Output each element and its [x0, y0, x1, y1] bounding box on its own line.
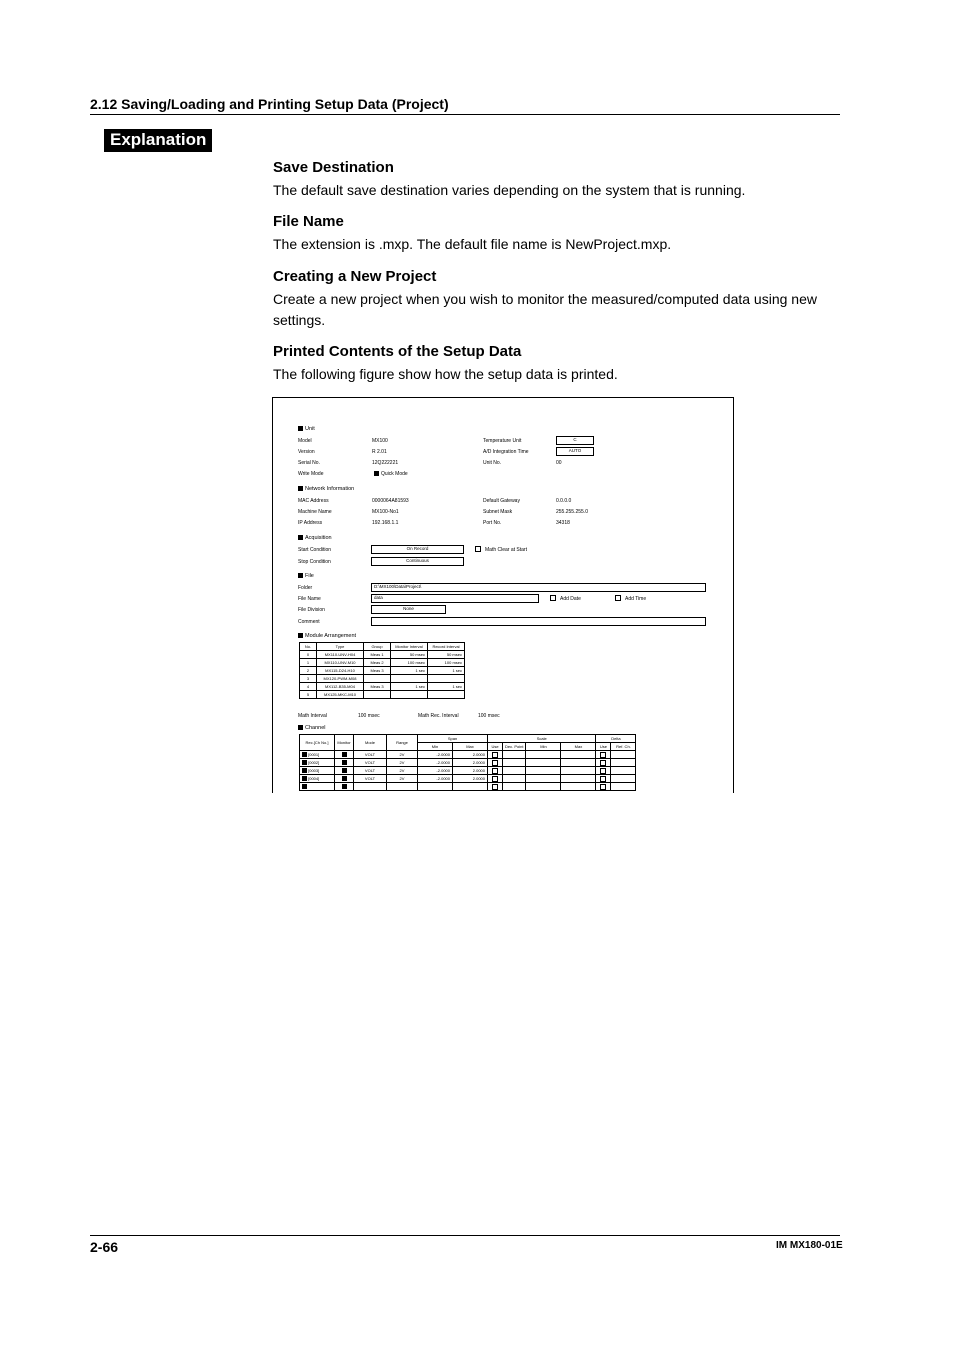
cell: 2.0000	[453, 775, 488, 783]
cell: 2V	[387, 775, 418, 783]
label: File Division	[298, 607, 325, 613]
add-date-checkbox	[550, 595, 556, 601]
header-cell: No.	[300, 643, 317, 651]
table-row	[300, 683, 465, 691]
cell	[526, 759, 561, 767]
label: Add Time	[625, 596, 647, 602]
value: 0000064A81593	[372, 498, 409, 504]
heading-file-name: File Name	[273, 213, 344, 230]
value-box: D:\MX100\Data\Project\	[371, 583, 706, 592]
header-cell: Monitor	[335, 735, 354, 751]
cell	[453, 783, 488, 791]
cell	[428, 675, 465, 683]
cell	[561, 775, 596, 783]
label: IP Address	[298, 520, 323, 526]
label: Machine Name	[298, 509, 332, 515]
cell	[611, 751, 636, 759]
table-row	[300, 751, 636, 759]
cell: 3	[300, 675, 317, 683]
cell	[611, 775, 636, 783]
header-cell: Scale	[488, 735, 596, 743]
cell: 1 sec	[391, 667, 428, 675]
cell: [0004]	[300, 775, 335, 783]
header-cell: Min	[418, 743, 453, 751]
cell	[561, 759, 596, 767]
cell: 2V	[387, 767, 418, 775]
table-row	[300, 643, 465, 651]
label: Folder	[298, 585, 313, 591]
header-rule	[90, 114, 840, 115]
value: 100 msec	[478, 713, 500, 719]
cell: Meas 3	[364, 667, 391, 675]
heading-new-project: Creating a New Project	[273, 268, 437, 285]
explanation-label: Explanation	[104, 129, 212, 152]
cell: VOLT	[354, 751, 387, 759]
label: Default Gateway	[483, 498, 520, 504]
header-cell: Use	[596, 743, 611, 751]
header-cell: Dec. Point	[503, 743, 526, 751]
cell	[596, 767, 611, 775]
body-printed-contents: The following figure show how the setup data is printed.	[273, 366, 618, 382]
table-row	[300, 775, 636, 783]
cell	[596, 775, 611, 783]
value: 100 msec	[358, 713, 380, 719]
header-cell: Range	[387, 735, 418, 751]
label: Add Date	[560, 596, 581, 602]
value: 12Q222221	[372, 460, 399, 466]
cell: MX112-B35-M04	[317, 683, 364, 691]
label: Port No.	[483, 520, 502, 526]
label: A/D Integration Time	[483, 449, 529, 455]
cell: MX125-MKC-M10	[317, 691, 364, 699]
value: MX100-No1	[372, 509, 399, 515]
cell	[526, 783, 561, 791]
label: Stop Condition	[298, 559, 331, 565]
cell	[561, 767, 596, 775]
cell	[526, 751, 561, 759]
comment-box	[371, 617, 706, 626]
cell	[488, 783, 503, 791]
cell	[611, 783, 636, 791]
cell: 2	[300, 667, 317, 675]
cell: 1	[300, 659, 317, 667]
cell: VOLT	[354, 775, 387, 783]
value: MX100	[372, 438, 388, 444]
cell: 100 msec	[428, 659, 465, 667]
label: Math Clear at Start	[485, 547, 527, 553]
label: Subnet Mask	[483, 509, 513, 515]
acquisition-heading: Acquisition	[298, 535, 332, 541]
cell: 2V	[387, 751, 418, 759]
table-row	[300, 759, 636, 767]
value-box: C	[556, 436, 594, 445]
header-cell: Group	[364, 643, 391, 651]
heading-printed-contents: Printed Contents of the Setup Data	[273, 343, 522, 360]
cell	[503, 775, 526, 783]
value-box: AUTO	[556, 447, 594, 456]
cell	[300, 783, 335, 791]
cell: 4	[300, 683, 317, 691]
header-cell: Min	[526, 743, 561, 751]
cell: -2.0000	[418, 759, 453, 767]
cell	[488, 759, 503, 767]
cell: VOLT	[354, 767, 387, 775]
cell: -2.0000	[418, 775, 453, 783]
header-cell: Type	[317, 643, 364, 651]
body-new-project: Create a new project when you wish to monitor the measured/computed data using new settings.	[273, 291, 817, 328]
unit-heading: Unit	[298, 426, 315, 432]
cell: MX110-UNV-H04	[317, 651, 364, 659]
label: Math Interval	[298, 713, 327, 719]
heading-save-destination: Save Destination	[273, 159, 394, 176]
value: Quick Mode	[374, 471, 408, 477]
cell	[335, 759, 354, 767]
cell: -2.0000	[418, 767, 453, 775]
cell	[387, 783, 418, 791]
label: Version	[298, 449, 315, 455]
cell	[611, 767, 636, 775]
cell	[561, 751, 596, 759]
header-cell: Use	[488, 743, 503, 751]
cell	[418, 783, 453, 791]
label: MAC Address	[298, 498, 329, 504]
header-cell: Delta	[596, 735, 636, 743]
value-box: On Record	[371, 545, 464, 554]
cell	[503, 759, 526, 767]
value-box: data	[371, 594, 539, 603]
label: Start Condition	[298, 547, 332, 553]
cell: [0003]	[300, 767, 335, 775]
file-heading: File	[298, 573, 314, 579]
cell	[364, 675, 391, 683]
cell	[596, 783, 611, 791]
value: 255.255.255.0	[556, 509, 588, 515]
label: Write Mode	[298, 471, 324, 477]
cell	[428, 691, 465, 699]
header-cell: Span	[418, 735, 488, 743]
page-number: 2-66	[90, 1239, 119, 1255]
cell: 1 sec	[428, 667, 465, 675]
cell	[611, 759, 636, 767]
table-row	[300, 767, 636, 775]
value: 00	[556, 460, 562, 466]
value: 192.168.1.1	[372, 520, 399, 526]
cell	[503, 767, 526, 775]
label: Unit No.	[483, 460, 502, 466]
cell	[335, 775, 354, 783]
cell: 100 msec	[391, 659, 428, 667]
value: R 2.01	[372, 449, 387, 455]
cell: 50 msec	[391, 651, 428, 659]
cell: MX115-D24-H10	[317, 667, 364, 675]
cell: 1 sec	[428, 683, 465, 691]
label: Temperature Unit	[483, 438, 522, 444]
setup-printout-figure	[272, 397, 734, 793]
cell	[364, 691, 391, 699]
cell	[391, 675, 428, 683]
cell	[488, 751, 503, 759]
cell: VOLT	[354, 759, 387, 767]
module-table	[299, 642, 465, 699]
label: Math Rec. Interval	[418, 713, 459, 719]
cell	[526, 775, 561, 783]
math-clear-checkbox	[475, 546, 481, 552]
section-header: 2.12 Saving/Loading and Printing Setup Data (Project)	[90, 96, 449, 112]
cell: 2.0000	[453, 751, 488, 759]
cell: 2.0000	[453, 767, 488, 775]
cell	[335, 751, 354, 759]
cell: [0002]	[300, 759, 335, 767]
cell: 1 sec	[391, 683, 428, 691]
cell: 2.0000	[453, 759, 488, 767]
table-row	[300, 651, 465, 659]
cell	[488, 767, 503, 775]
cell	[391, 691, 428, 699]
add-time-checkbox	[615, 595, 621, 601]
cell: 50 msec	[428, 651, 465, 659]
cell: Meas 2	[364, 659, 391, 667]
cell	[354, 783, 387, 791]
cell	[503, 783, 526, 791]
table-row	[300, 667, 465, 675]
cell	[526, 767, 561, 775]
label: Model	[298, 438, 312, 444]
cell: -2.0000	[418, 751, 453, 759]
module-heading: Module Arrangement	[298, 633, 356, 639]
header-cell: Mode	[354, 735, 387, 751]
label: Comment	[298, 619, 320, 625]
table-row	[300, 675, 465, 683]
cell: MX110-UNV-M10	[317, 659, 364, 667]
table-row	[300, 659, 465, 667]
cell	[335, 783, 354, 791]
table-row	[300, 783, 636, 791]
value-box: None	[371, 605, 446, 614]
header-cell: Monitor Interval	[391, 643, 428, 651]
channel-heading: Channel	[298, 725, 326, 731]
footer-rule	[90, 1235, 840, 1236]
cell: 5	[300, 691, 317, 699]
cell	[596, 759, 611, 767]
label: Serial No.	[298, 460, 320, 466]
value-box: Continuous	[371, 557, 464, 566]
cell: MX120-PWM-M08	[317, 675, 364, 683]
cell	[561, 783, 596, 791]
document-id: IM MX180-01E	[776, 1240, 843, 1251]
header-cell: Rec.[Ch No.]	[300, 735, 335, 751]
body-save-destination: The default save destination varies depending on the system that is running.	[273, 182, 746, 198]
header-cell: Ref. Ch.	[611, 743, 636, 751]
cell: 0	[300, 651, 317, 659]
header-cell: Max	[561, 743, 596, 751]
network-heading: Network Information	[298, 486, 354, 492]
header-cell: Max	[453, 743, 488, 751]
value: 0.0.0.0	[556, 498, 572, 504]
cell	[596, 751, 611, 759]
value: 34318	[556, 520, 570, 526]
cell: [0001]	[300, 751, 335, 759]
cell: Meas 3	[364, 683, 391, 691]
label: File Name	[298, 596, 321, 602]
header-cell: Record Interval	[428, 643, 465, 651]
cell: 2V	[387, 759, 418, 767]
table-row	[300, 735, 636, 743]
cell	[335, 767, 354, 775]
channel-table	[299, 734, 636, 791]
table-row	[300, 691, 465, 699]
cell: Meas 1	[364, 651, 391, 659]
cell	[488, 775, 503, 783]
body-file-name: The extension is .mxp. The default file name is NewProject.mxp.	[273, 236, 672, 252]
cell	[503, 751, 526, 759]
